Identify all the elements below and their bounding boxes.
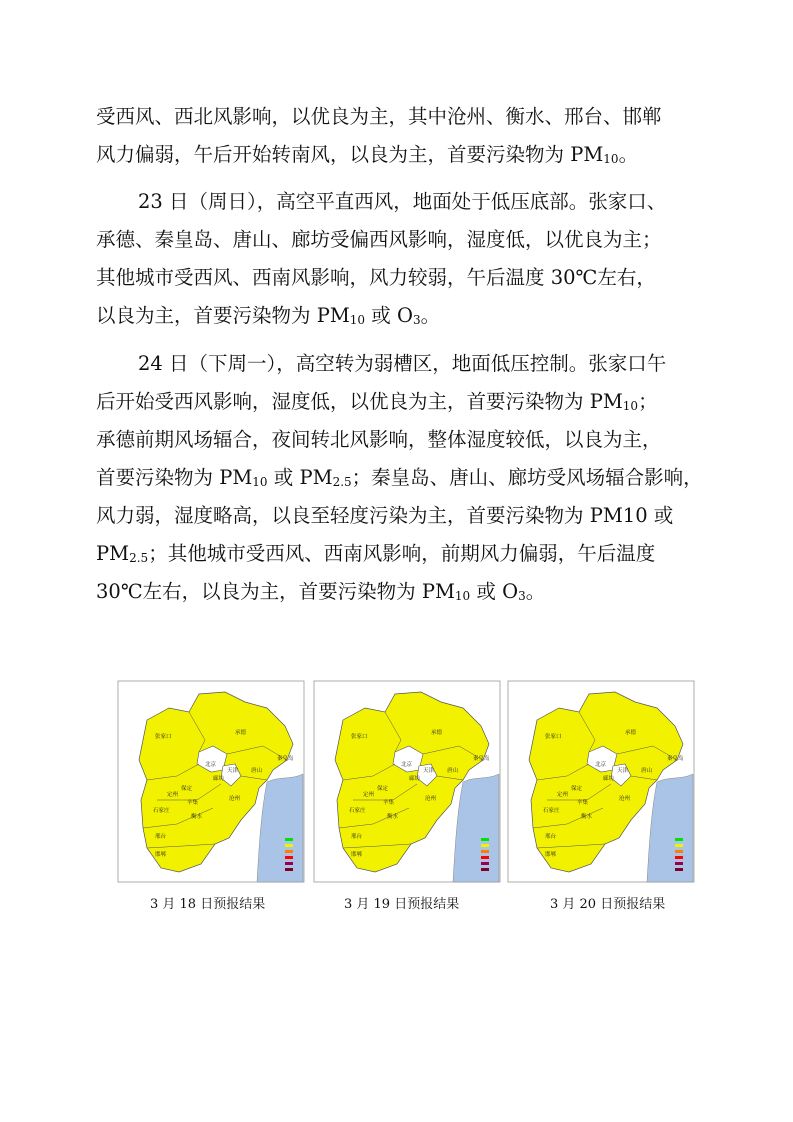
legend-swatch — [675, 844, 683, 847]
text-line: 以良为主，首要污染物为 $PM_{10}$ 或 $O_3$。 — [96, 304, 441, 327]
map-label-langfang: 廊坊 — [409, 776, 421, 782]
paragraph-24 — [96, 345, 708, 611]
text-line: 24 日（下周一），高空转为弱槽区，地面低压控制。张家口午 — [138, 352, 667, 375]
legend-swatch — [285, 838, 293, 841]
legend-swatch — [481, 850, 489, 853]
legend-swatch — [481, 838, 489, 841]
text-line: 30℃左右，以良为主，首要污染物为 $PM_{10}$ 或 $O_3$。 — [96, 580, 546, 603]
map-label-dingzhou: 定州 — [167, 792, 179, 798]
text-line: $PM_{2.5}$；其他城市受西风、西南风影响，前期风力偏弱，午后温度 — [96, 542, 656, 565]
map-label-tianjin: 天津 — [227, 768, 239, 774]
map-label-chengde: 承德 — [625, 730, 637, 736]
paragraph-23 — [96, 183, 708, 335]
map-svg — [117, 680, 305, 885]
map-label-hengshui: 衡水 — [581, 814, 593, 820]
map-label-dingzhou: 定州 — [363, 792, 375, 798]
legend-swatch — [675, 850, 683, 853]
map-label-beijing: 北京 — [401, 762, 413, 768]
map-label-baoding: 保定 — [181, 786, 193, 792]
map-label-hengshui: 衡水 — [387, 814, 399, 820]
map-label-tangshan: 唐山 — [641, 768, 653, 774]
map-label-qinhuangdao: 秦皇岛 — [473, 756, 490, 762]
forecast-maps — [117, 680, 697, 890]
map-label-beijing: 北京 — [595, 762, 607, 768]
text-line: 风力偏弱，午后开始转南风，以良为主，首要污染物为 $PM_{10}$。 — [96, 143, 639, 166]
map-label-qinhuangdao: 秦皇岛 — [277, 756, 294, 762]
legend-swatch — [285, 844, 293, 847]
map-label-beijing: 北京 — [205, 762, 217, 768]
legend-swatch — [285, 862, 293, 865]
text-line: 风力弱，湿度略高，以良至轻度污染为主，首要污染物为 PM10 或 — [96, 504, 674, 527]
map-label-shijiazhuang: 石家庄 — [153, 808, 170, 814]
legend-swatch — [481, 856, 489, 859]
forecast-map-0319 — [313, 680, 501, 885]
map-label-handan: 邯郸 — [351, 852, 363, 858]
map-label-langfang: 廊坊 — [213, 776, 225, 782]
forecast-map-0320 — [507, 680, 695, 885]
map-label-cangzhou: 沧州 — [425, 796, 437, 802]
map-label-xinji: 辛集 — [383, 800, 395, 806]
map-label-xingtai: 邢台 — [545, 834, 557, 840]
map-label-zhangjiakou: 张家口 — [351, 734, 368, 740]
map-label-baoding: 保定 — [377, 786, 389, 792]
map-svg — [313, 680, 501, 885]
map-caption: 3 月 19 日预报结果 — [344, 897, 460, 912]
legend-swatch — [285, 868, 293, 871]
map-label-qinhuangdao: 秦皇岛 — [667, 756, 684, 762]
map-label-cangzhou: 沧州 — [229, 796, 241, 802]
map-label-cangzhou: 沧州 — [619, 796, 631, 802]
map-label-dingzhou: 定州 — [557, 792, 569, 798]
legend-swatch — [675, 862, 683, 865]
text-line: 承德前期风场辐合，夜间转北风影响，整体湿度较低，以良为主， — [96, 428, 662, 451]
legend-swatch — [285, 856, 293, 859]
legend-swatch — [675, 856, 683, 859]
map-label-hengshui: 衡水 — [191, 814, 203, 820]
map-caption: 3 月 18 日预报结果 — [150, 897, 266, 912]
legend-swatch — [481, 868, 489, 871]
map-label-chengde: 承德 — [235, 730, 247, 736]
map-label-zhangjiakou: 张家口 — [545, 734, 562, 740]
map-label-chengde: 承德 — [431, 730, 443, 736]
text-line: 后开始受西风影响，湿度低，以优良为主，首要污染物为 $PM_{10}$； — [96, 390, 658, 413]
legend-swatch — [675, 868, 683, 871]
forecast-map-0318 — [117, 680, 305, 885]
map-label-shijiazhuang: 石家庄 — [543, 808, 560, 814]
map-label-xingtai: 邢台 — [351, 834, 363, 840]
map-label-tianjin: 天津 — [423, 768, 435, 774]
legend-swatch — [481, 862, 489, 865]
text-line: 承德、秦皇岛、唐山、廊坊受偏西风影响，湿度低，以优良为主； — [96, 228, 662, 251]
text-line: 首要污染物为 $PM_{10}$ 或 $PM_{2.5}$；秦皇岛、唐山、廊坊受风场辐合影响， — [96, 466, 703, 489]
map-label-xingtai: 邢台 — [155, 834, 167, 840]
legend-swatch — [285, 850, 293, 853]
paragraph-22-continued — [96, 98, 708, 174]
map-label-zhangjiakou: 张家口 — [155, 734, 172, 740]
map-label-xinji: 辛集 — [577, 800, 589, 806]
map-svg — [507, 680, 695, 885]
map-label-handan: 邯郸 — [155, 852, 167, 858]
map-caption: 3 月 20 日预报结果 — [550, 897, 666, 912]
map-label-tianjin: 天津 — [617, 768, 629, 774]
text-line: 受西风、西北风影响，以优良为主，其中沧州、衡水、邢台、邯郸 — [96, 105, 662, 128]
map-label-handan: 邯郸 — [545, 852, 557, 858]
map-label-baoding: 保定 — [571, 786, 583, 792]
map-label-shijiazhuang: 石家庄 — [349, 808, 366, 814]
map-label-tangshan: 唐山 — [251, 768, 263, 774]
text-line: 23 日（周日），高空平直西风，地面处于低压底部。张家口、 — [138, 190, 667, 213]
text-line: 其他城市受西风、西南风影响，风力较弱，午后温度 30℃左右， — [96, 266, 656, 289]
map-label-tangshan: 唐山 — [447, 768, 459, 774]
map-label-xinji: 辛集 — [187, 800, 199, 806]
legend-swatch — [481, 844, 489, 847]
legend-swatch — [675, 838, 683, 841]
map-label-langfang: 廊坊 — [603, 776, 615, 782]
